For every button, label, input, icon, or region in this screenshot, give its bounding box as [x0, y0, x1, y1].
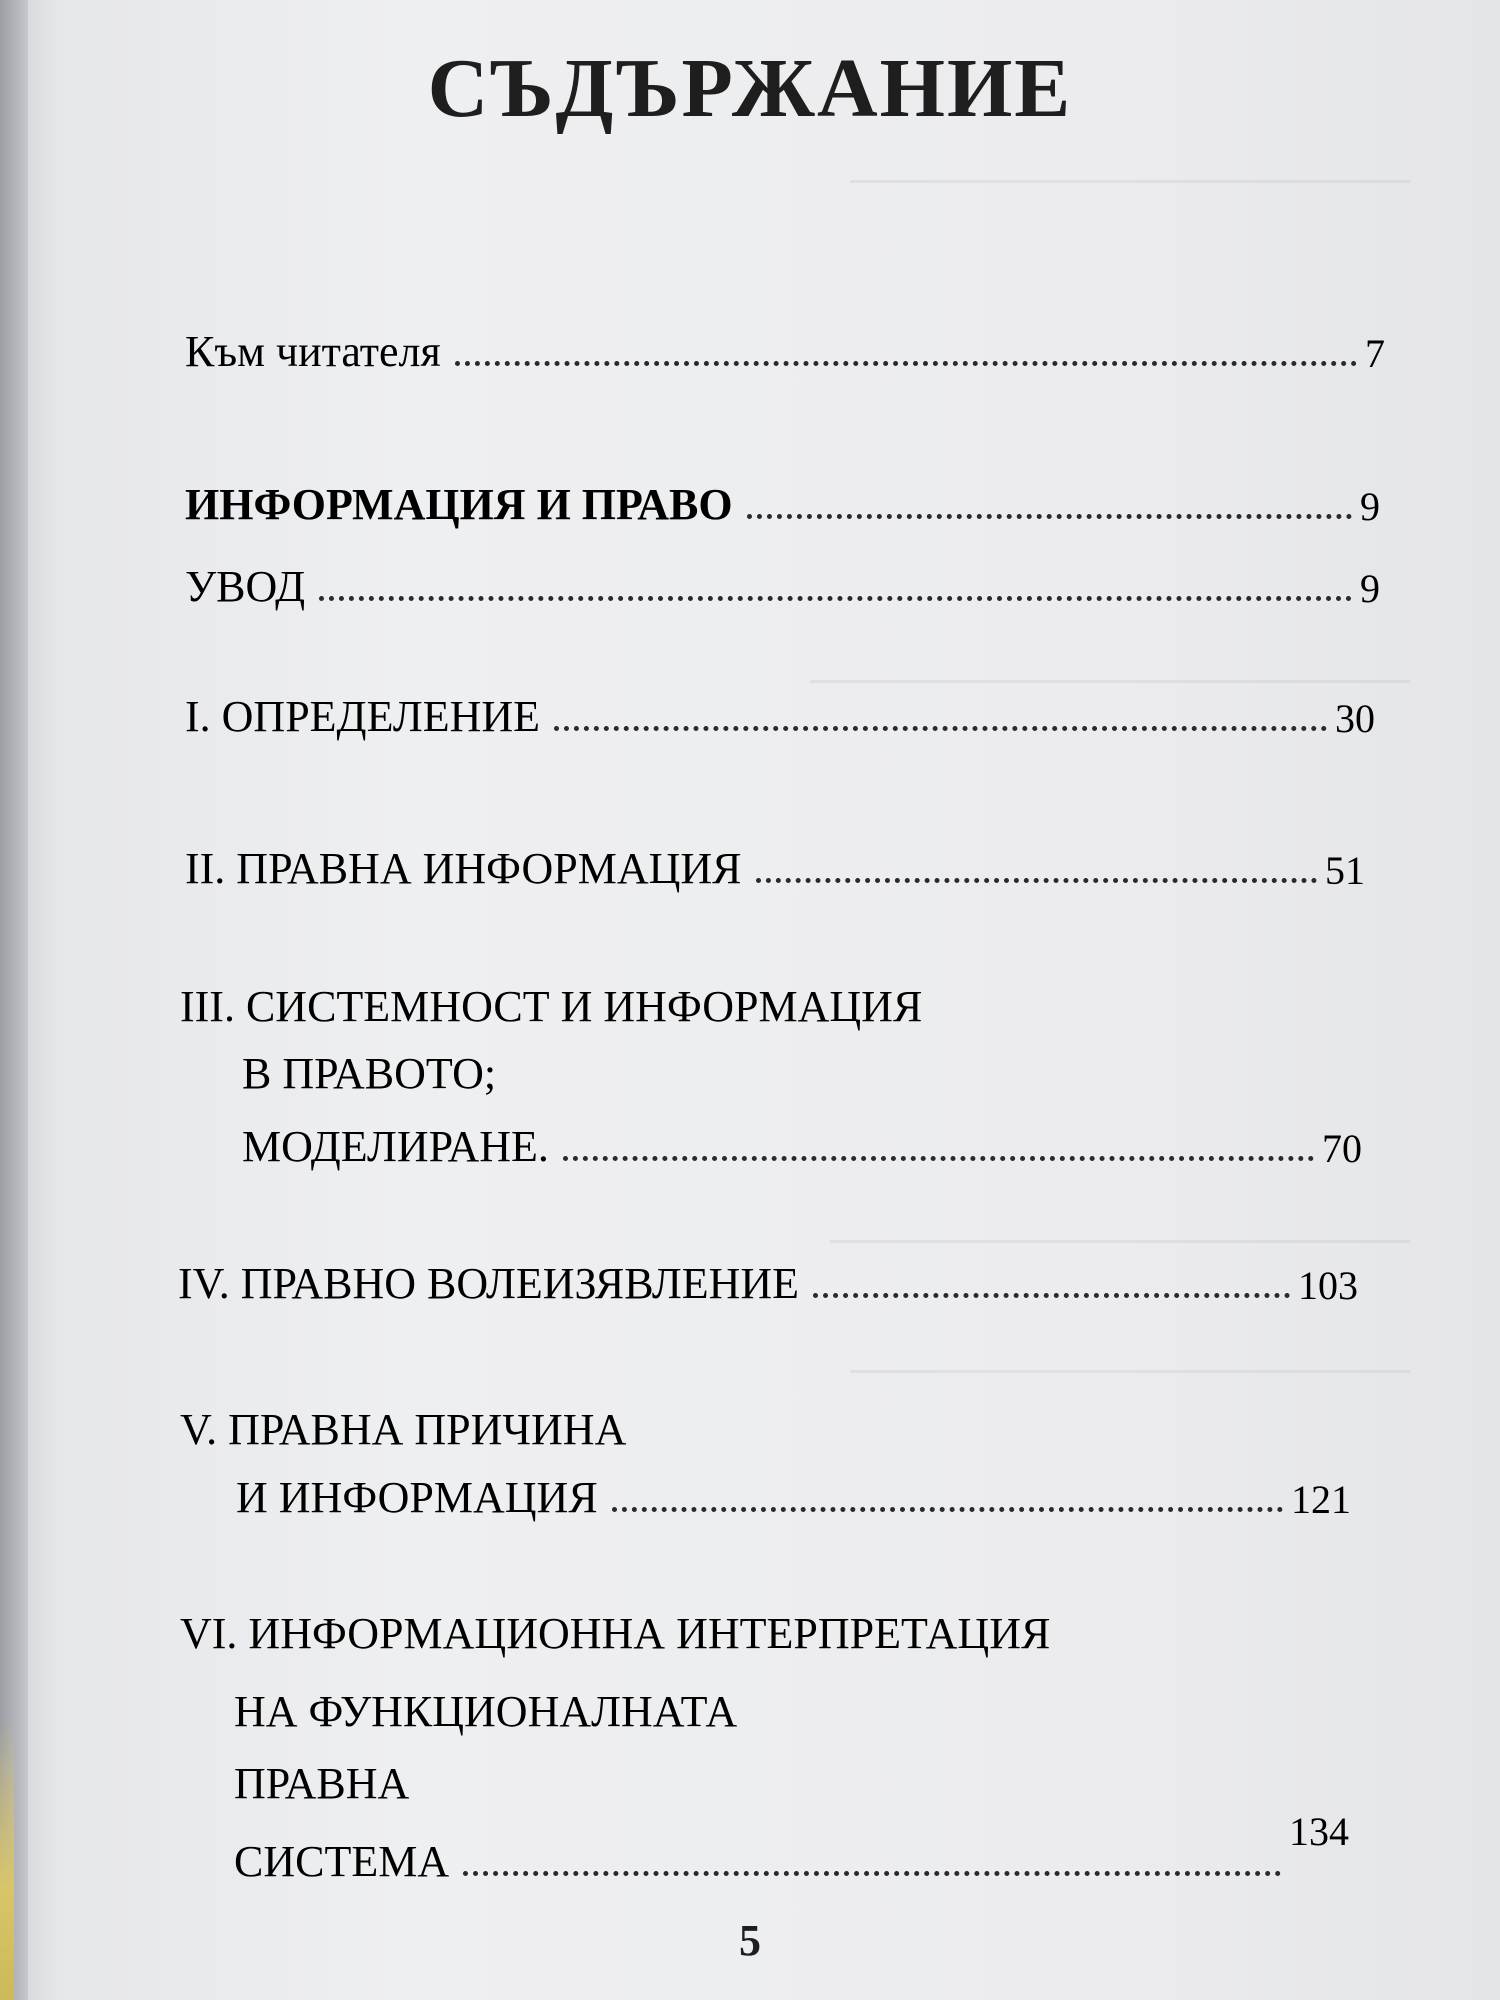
toc-entry-page: 70 — [1322, 1126, 1362, 1171]
toc-leader-dots — [747, 514, 1352, 519]
toc-entry — [185, 327, 1385, 376]
toc-entry — [185, 480, 1380, 529]
toc-entry — [234, 1809, 1349, 1886]
toc-entry-page: 9 — [1360, 484, 1380, 529]
toc-entry-page: 30 — [1335, 696, 1375, 741]
toc-leader-dots — [612, 1507, 1283, 1512]
toc-entry-label: Към читателя — [185, 327, 441, 376]
toc-entry-page: 9 — [1360, 566, 1380, 611]
toc-entry — [185, 692, 1375, 741]
page-number: 5 — [739, 1916, 761, 1965]
bleed-through-mark — [810, 640, 1410, 683]
toc-entry-line: ПРАВНА — [234, 1759, 410, 1808]
toc-entry — [185, 562, 1380, 611]
toc-entry-label: I. ОПРЕДЕЛЕНИЕ — [185, 692, 541, 741]
toc-entry — [236, 1473, 1351, 1522]
toc-leader-dots — [455, 361, 1357, 366]
toc-entry-line: III. СИСТЕМНОСТ И ИНФОРМАЦИЯ — [180, 982, 923, 1031]
toc-entry-label: IV. ПРАВНО ВОЛЕИЗЯВЛЕНИЕ — [178, 1259, 800, 1308]
toc-entry-line: VI. ИНФОРМАЦИОННА ИНТЕРПРЕТАЦИЯ — [180, 1609, 1051, 1658]
toc-entry-line: НА ФУНКЦИОНАЛНАТА — [234, 1687, 738, 1736]
toc-leader-dots — [563, 1156, 1314, 1161]
bleed-through-mark — [850, 140, 1410, 183]
bleed-through-mark — [830, 1200, 1410, 1243]
toc-entry-label: СИСТЕМА — [234, 1837, 450, 1886]
toc-entry-label: МОДЕЛИРАНЕ. — [242, 1122, 549, 1171]
toc-entry-page: 134 — [1289, 1809, 1349, 1854]
page-title: СЪДЪРЖАНИЕ — [427, 42, 1073, 135]
toc-entry-label: ИНФОРМАЦИЯ И ПРАВО — [185, 480, 733, 529]
toc-entry-page: 51 — [1325, 848, 1365, 893]
toc-entry-label: II. ПРАВНА ИНФОРМАЦИЯ — [185, 844, 742, 893]
toc-entry-line: В ПРАВОТО; — [242, 1049, 497, 1098]
bleed-through-mark — [850, 1330, 1410, 1373]
toc-leader-dots — [756, 878, 1318, 883]
page-binding-shadow — [0, 0, 28, 2000]
toc-entry-line: V. ПРАВНА ПРИЧИНА — [180, 1405, 627, 1454]
toc-entry-label: И ИНФОРМАЦИЯ — [236, 1473, 598, 1522]
toc-leader-dots — [813, 1293, 1290, 1298]
toc-entry-page: 7 — [1365, 331, 1385, 376]
toc-entry-page: 103 — [1298, 1263, 1358, 1308]
toc-leader-dots — [319, 596, 1352, 601]
toc-entry — [242, 1122, 1362, 1171]
toc-entry — [178, 1259, 1358, 1308]
toc-entry-page: 121 — [1291, 1477, 1351, 1522]
toc-entry — [185, 844, 1365, 893]
toc-leader-dots — [554, 726, 1327, 731]
toc-entry-label: УВОД — [185, 562, 306, 611]
toc-leader-dots — [463, 1871, 1281, 1876]
